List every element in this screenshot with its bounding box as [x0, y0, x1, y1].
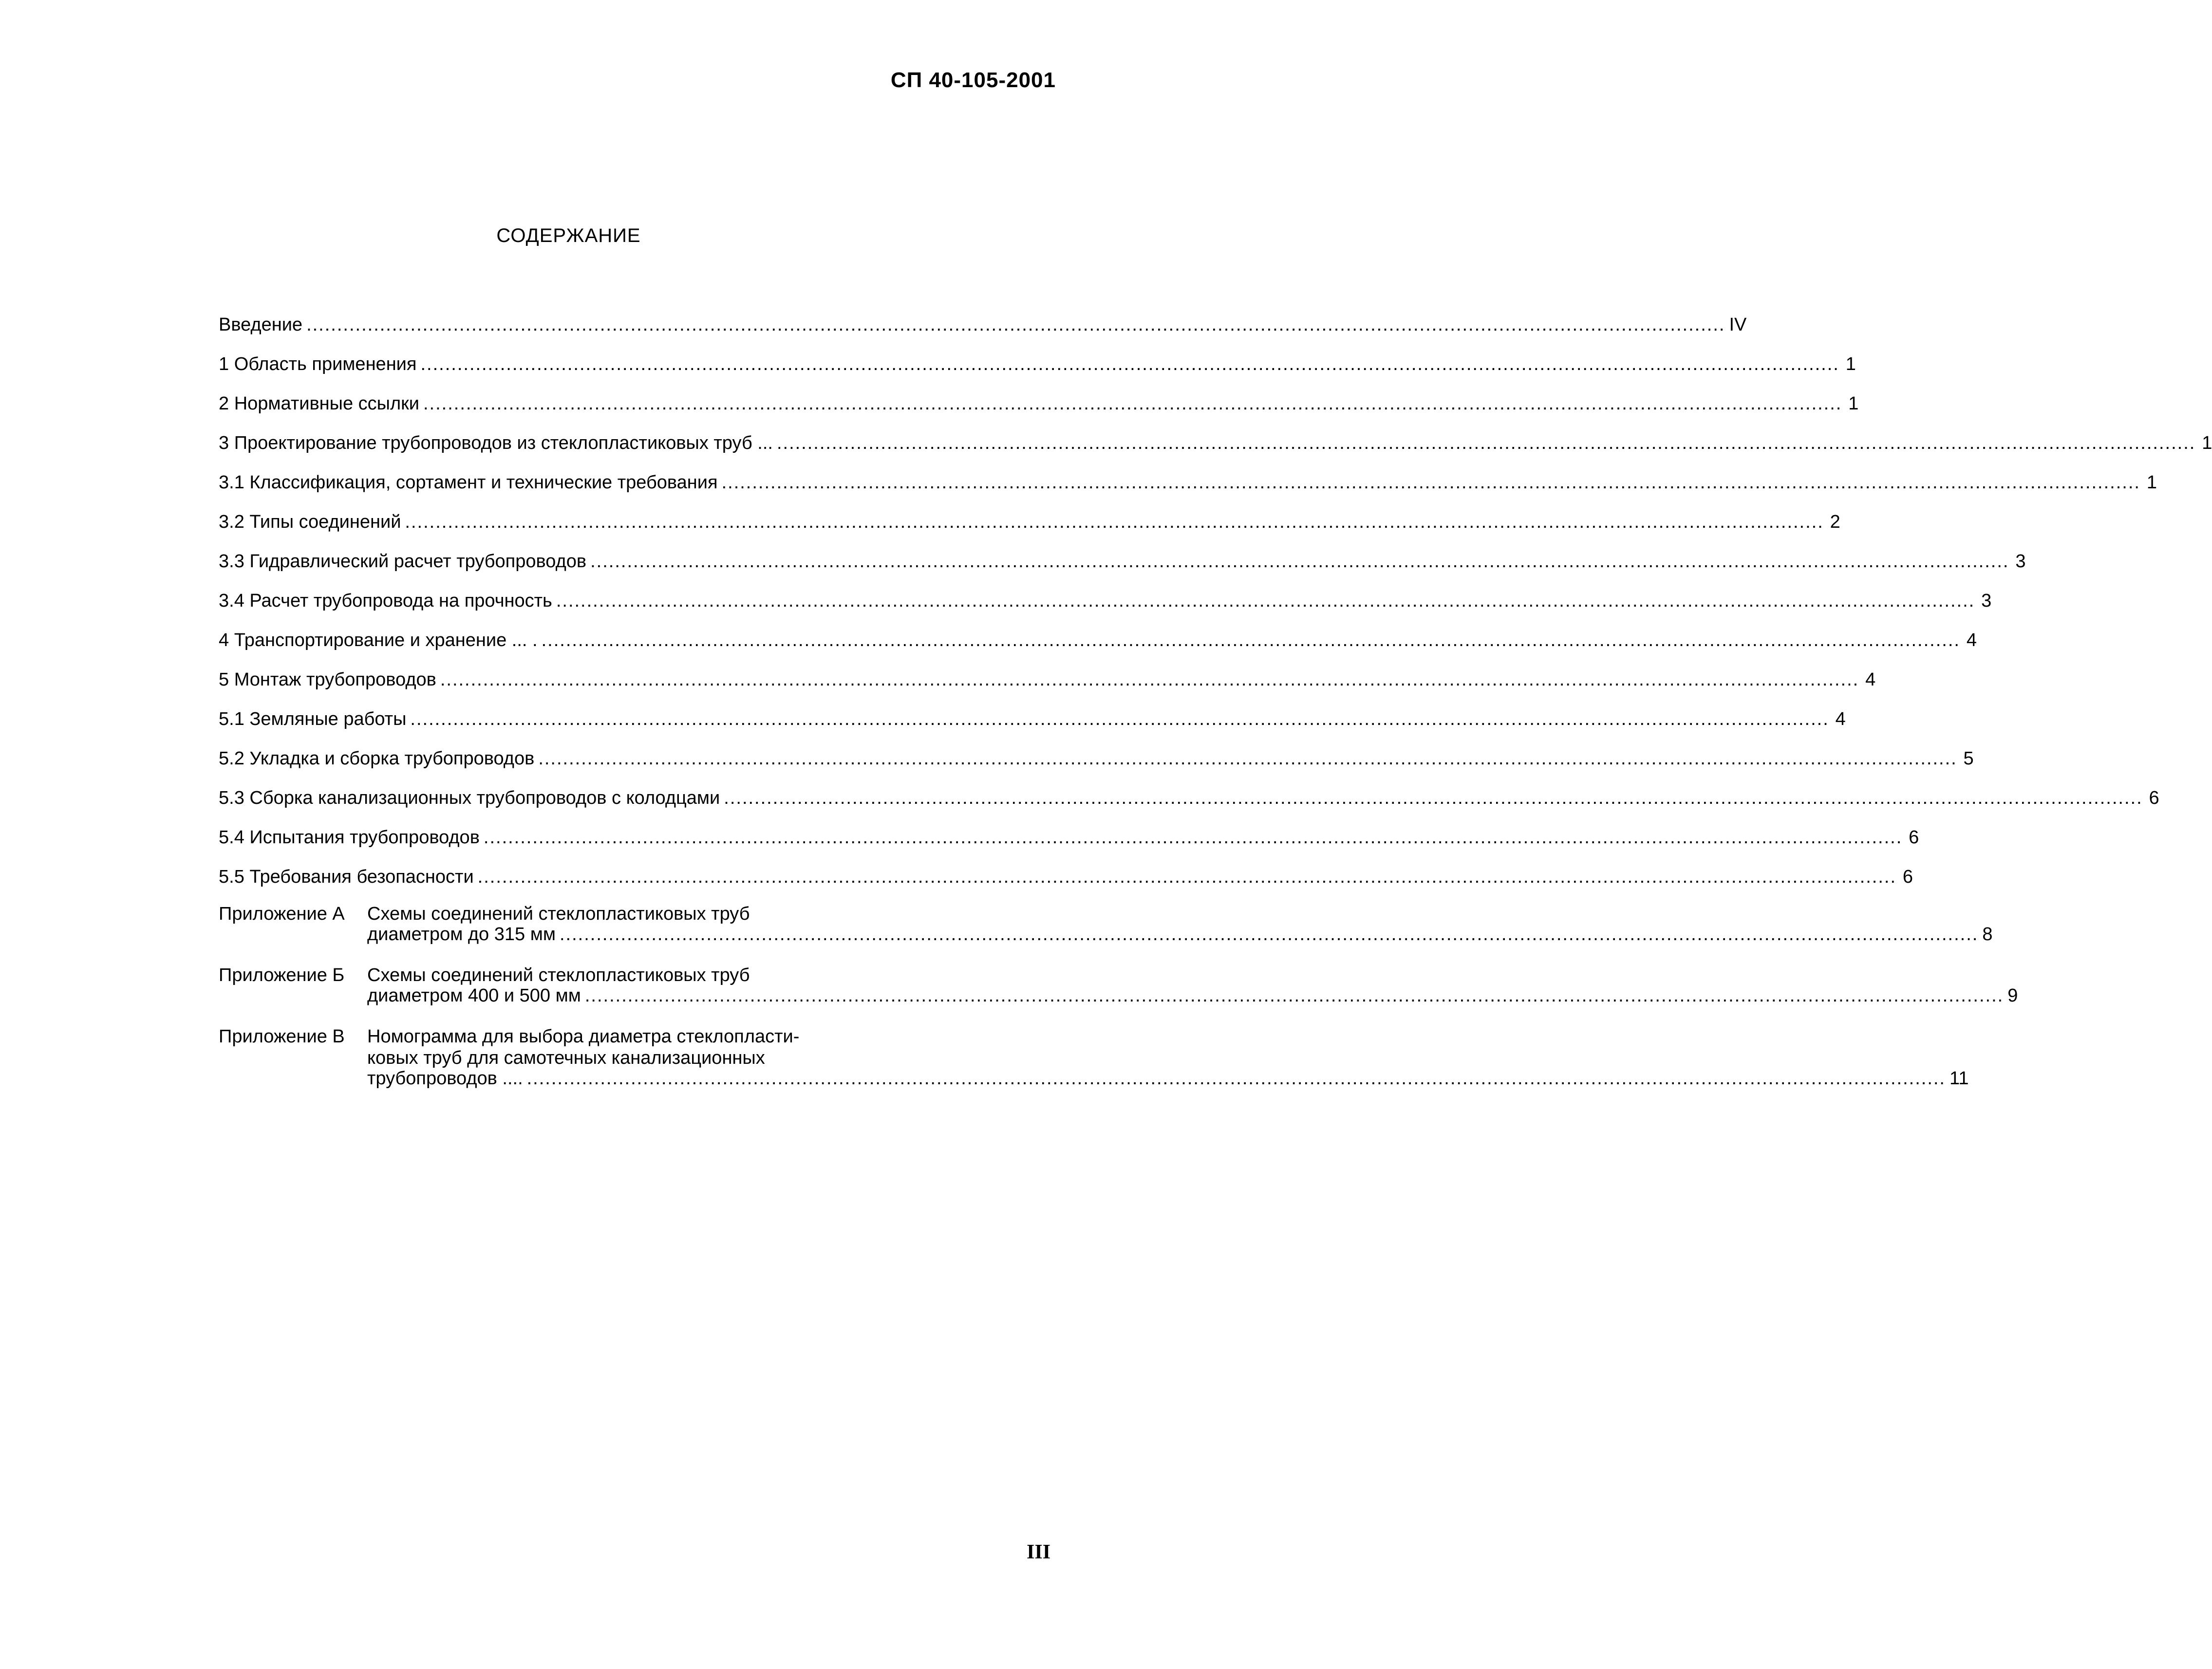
toc-entry-3[interactable]	[219, 422, 2212, 461]
dot-leader	[542, 629, 1960, 651]
toc-entry-page: 1	[1848, 393, 1859, 414]
toc-entry-page: 1	[2146, 472, 2157, 493]
toc-entry-label: 3 Проектирование трубопроводов из стеклопластиковых труб ...	[219, 433, 773, 453]
appendix-label: Приложение В	[219, 1026, 345, 1047]
toc-entry-label: 5.1 Земляные работы	[219, 709, 407, 729]
appendix-title-line: диаметром 400 и 500 мм	[367, 985, 581, 1006]
toc-entry-page: 1	[2202, 433, 2212, 453]
dot-leader	[722, 471, 2140, 494]
dot-leader	[590, 550, 2009, 573]
toc-entry-label: 5.4 Испытания трубопроводов	[219, 827, 480, 848]
dot-leader	[724, 787, 2142, 809]
toc-title: СОДЕРЖАНИЕ	[496, 225, 641, 246]
appendix-title-line: Номограмма для выбора диаметра стеклопласти-	[367, 1026, 800, 1047]
dot-leader	[423, 392, 1842, 415]
toc-entry-page: 6	[1902, 867, 1913, 887]
toc-entry-page: 4	[1835, 709, 1846, 729]
toc-entry-page: 5	[1963, 748, 1974, 769]
dot-leader	[585, 984, 2004, 1007]
dot-leader	[538, 747, 1957, 770]
appendix-page: 8	[1982, 924, 1993, 945]
toc-entry-3-2[interactable]	[219, 501, 1840, 540]
toc-entry-label: 3.3 Гидравлический расчет трубопроводов	[219, 551, 587, 572]
toc-entry-label: Введение	[219, 315, 303, 335]
dot-leader	[420, 353, 1839, 375]
dot-leader	[306, 314, 1725, 336]
toc-appendix-b[interactable]	[219, 964, 2018, 1007]
toc-entry-label: 3.4 Расчет трубопровода на прочность	[219, 591, 552, 611]
dot-leader	[777, 432, 2195, 454]
toc-entry-label: 3.2 Типы соединений	[219, 512, 401, 532]
toc-entry-4[interactable]	[219, 619, 1977, 658]
page-number: III	[1027, 1541, 1051, 1563]
dot-leader	[440, 668, 1859, 691]
toc-entry-1[interactable]	[219, 343, 1856, 382]
toc-entry-label: 1 Область применения	[219, 354, 417, 374]
toc-entry-2[interactable]	[219, 382, 1859, 422]
toc-entry-3-4[interactable]	[219, 579, 1992, 619]
appendix-title-line: Схемы соединений стеклопластиковых труб	[367, 904, 750, 924]
toc-entry-page: 6	[1909, 827, 1919, 848]
toc-entry-page: 4	[1865, 669, 1876, 690]
appendix-label: Приложение А	[219, 904, 345, 924]
toc-entry-label: 5 Монтаж трубопроводов	[219, 669, 436, 690]
toc-entry-5-5[interactable]	[219, 855, 1913, 895]
toc-entry-label: 3.1 Классификация, сортамент и технические требования	[219, 472, 718, 493]
dot-leader	[556, 590, 1975, 612]
toc-entry-label: 5.2 Укладка и сборка трубопроводов	[219, 748, 535, 769]
toc-entry-introduction[interactable]	[219, 303, 1747, 343]
toc-entry-label: 5.3 Сборка канализационных трубопроводов с колодцами	[219, 788, 720, 808]
toc-entry-5-1[interactable]	[219, 698, 1846, 737]
dot-leader	[478, 866, 1896, 888]
dot-leader	[405, 511, 1823, 533]
document-code: СП 40-105-2001	[890, 68, 1056, 92]
appendix-title-line: диаметром до 315 мм	[367, 924, 556, 945]
toc-entry-page: 3	[1981, 591, 1992, 611]
toc-entry-page: 4	[1966, 630, 1977, 650]
appendix-label: Приложение Б	[219, 965, 345, 985]
dot-leader	[560, 923, 1978, 946]
toc-entry-label: 2 Нормативные ссылки	[219, 393, 419, 414]
toc-entry-5-4[interactable]	[219, 816, 1919, 855]
toc-appendix-v[interactable]	[219, 1025, 1969, 1090]
dot-leader	[484, 826, 1902, 849]
toc-appendix-a[interactable]	[219, 903, 1993, 946]
table-of-contents	[219, 303, 2212, 1090]
dot-leader	[410, 708, 1829, 730]
appendix-title-line: ковых труб для самотечных канализационных	[367, 1048, 765, 1068]
dot-leader	[527, 1067, 1946, 1090]
toc-entry-5-3[interactable]	[219, 777, 2159, 816]
toc-entry-page: 3	[2015, 551, 2026, 572]
toc-entry-page: 6	[2149, 788, 2159, 808]
appendix-page: 9	[2007, 985, 2018, 1006]
toc-entry-page: 2	[1830, 512, 1840, 532]
toc-entry-label: 5.5 Требования безопасности	[219, 867, 474, 887]
appendix-page: 11	[1950, 1068, 1969, 1089]
toc-entry-page: 1	[1845, 354, 1856, 374]
toc-entry-3-3[interactable]	[219, 540, 2026, 579]
toc-entry-5-2[interactable]	[219, 737, 1974, 777]
appendix-title-line: Схемы соединений стеклопластиковых труб	[367, 965, 750, 985]
appendix-title-line: трубопроводов ....	[367, 1068, 523, 1089]
toc-entry-5[interactable]	[219, 658, 1876, 698]
toc-entry-label: 4 Транспортирование и хранение ... .	[219, 630, 538, 650]
toc-entry-page: IV	[1729, 315, 1747, 335]
toc-entry-3-1[interactable]	[219, 461, 2157, 501]
